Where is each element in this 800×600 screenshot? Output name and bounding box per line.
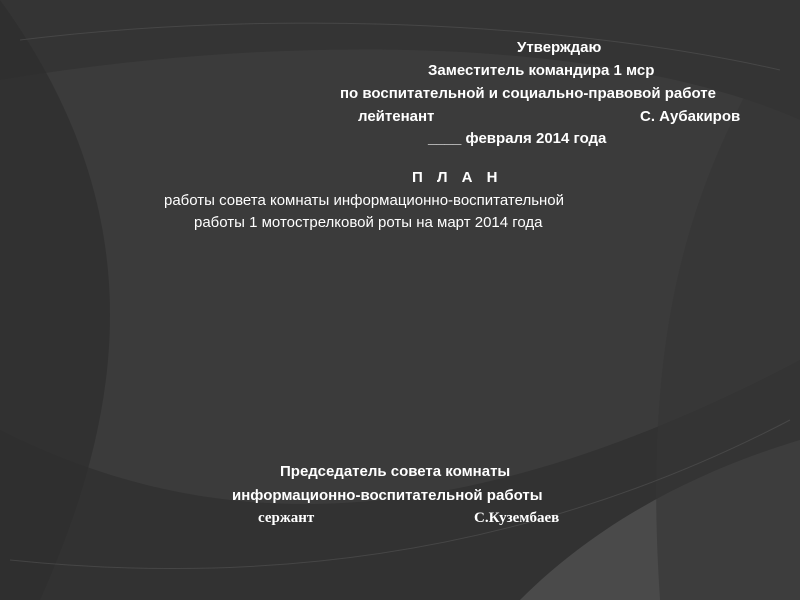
signature-position-line1: Председатель совета комнаты: [280, 463, 511, 480]
approval-name: С. Аубакиров: [640, 108, 741, 125]
signature-name: С.Кузембаев: [474, 510, 560, 526]
plan-subtitle-line1: работы совета комнаты информационно-воспитательной: [164, 192, 565, 209]
signature-rank: сержант: [258, 510, 315, 526]
plan-title: П Л А Н: [412, 169, 503, 186]
approval-rank: лейтенант: [358, 108, 435, 125]
approval-heading: Утверждаю: [517, 39, 602, 56]
approval-position: Заместитель командира 1 мср: [428, 62, 655, 79]
approval-department: по воспитательной и социально-правовой работе: [340, 85, 716, 102]
approval-date: ____ февраля 2014 года: [428, 130, 607, 147]
plan-subtitle-line2: работы 1 мотострелковой роты на март 2014 года: [194, 214, 543, 231]
signature-position-line2: информационно-воспитательной работы: [232, 487, 543, 504]
